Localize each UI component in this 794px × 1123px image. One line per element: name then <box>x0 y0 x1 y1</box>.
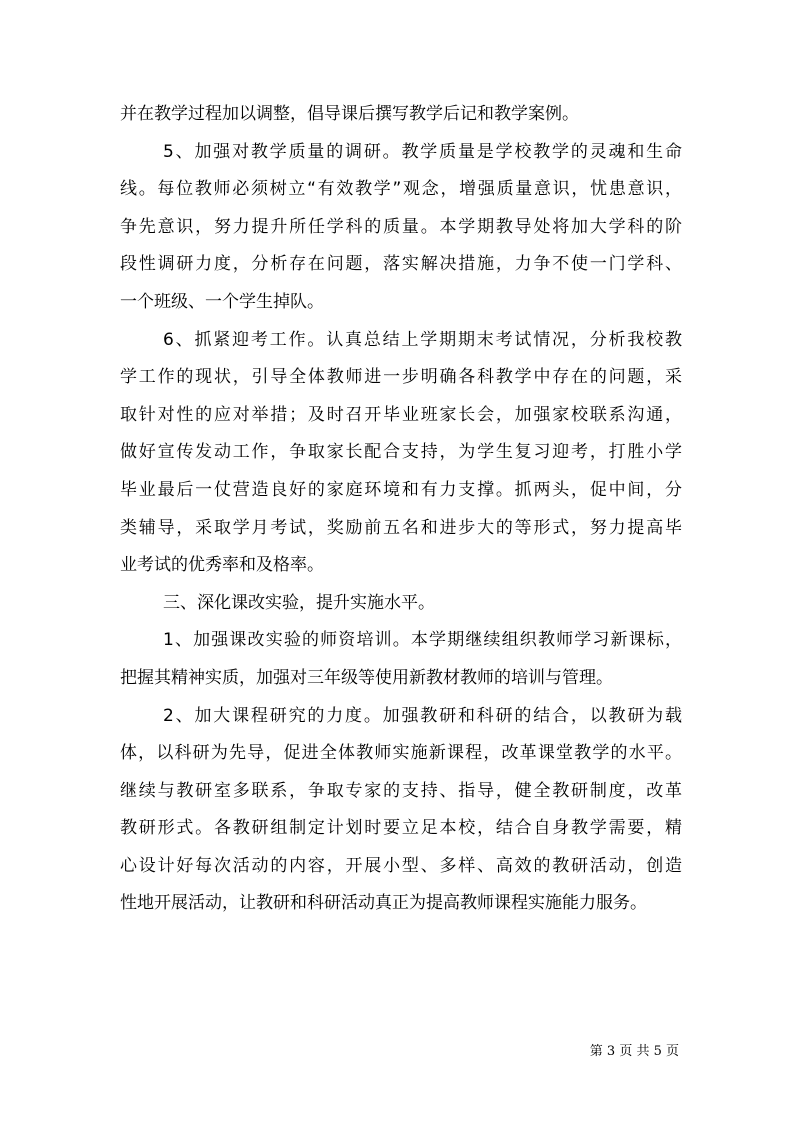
paragraph-line: 取针对性的应对举措；及时召开毕业班家长会，加强家校联系沟通， <box>120 404 682 425</box>
paragraph-line: 段性调研力度，分析存在问题，落实解决措施，力争不使一门学科、 <box>120 254 682 275</box>
paragraph-line: 线。每位教师必须树立“有效教学”观念，增强质量意识，忧患意识， <box>120 179 682 200</box>
document-body <box>120 96 682 923</box>
paragraph-line: 1、加强课改实验的师资培训。本学期继续组织教师学习新课标， <box>163 630 682 651</box>
paragraph-line: 继续与教研室多联系，争取专家的支持、指导，健全教研制度，改革 <box>120 780 682 801</box>
paragraph-line: 6、抓紧迎考工作。认真总结上学期期末考试情况，分析我校教 <box>163 329 682 350</box>
paragraph-line: 毕业最后一仗营造良好的家庭环境和有力支撑。抓两头，促中间，分 <box>120 479 682 500</box>
paragraph-line: 2、加大课程研究的力度。加强教研和科研的结合，以教研为载 <box>163 705 682 726</box>
paragraph-line: 体，以科研为先导，促进全体教师实施新课程，改革课堂教学的水平。 <box>120 743 682 764</box>
paragraph-line: 做好宣传发动工作，争取家长配合支持，为学生复习迎考，打胜小学 <box>120 442 682 463</box>
paragraph-line: 争先意识，努力提升所任学科的质量。本学期教导处将加大学科的阶 <box>120 216 682 237</box>
paragraph-line: 心设计好每次活动的内容，开展小型、多样、高效的教研活动，创造 <box>120 855 682 876</box>
paragraph-line: 一个班级、一个学生掉队。 <box>120 291 324 312</box>
paragraph-line: 把握其精神实质，加强对三年级等使用新教材教师的培训与管理。 <box>120 667 613 688</box>
paragraph-line: 性地开展活动，让教研和科研活动真正为提高教师课程实施能力服务。 <box>120 893 647 914</box>
section-heading: 三、深化课改实验，提升实施水平。 <box>163 592 435 613</box>
paragraph-line: 学工作的现状，引导全体教师进一步明确各科教学中存在的问题，采 <box>120 367 682 388</box>
paragraph-line: 教研形式。各教研组制定计划时要立足本校，结合自身教学需要，精 <box>120 818 682 839</box>
paragraph-line: 类辅导，采取学月考试，奖励前五名和进步大的等形式，努力提高毕 <box>120 517 682 538</box>
paragraph-line: 业考试的优秀率和及格率。 <box>120 555 324 576</box>
paragraph-line: 并在教学过程加以调整，倡导课后撰写教学后记和教学案例。 <box>120 104 579 124</box>
paragraph-line: 5、加强对教学质量的调研。教学质量是学校教学的灵魂和生命 <box>163 141 682 162</box>
page-number-footer: 第 3 页 共 5 页 <box>589 1044 679 1059</box>
